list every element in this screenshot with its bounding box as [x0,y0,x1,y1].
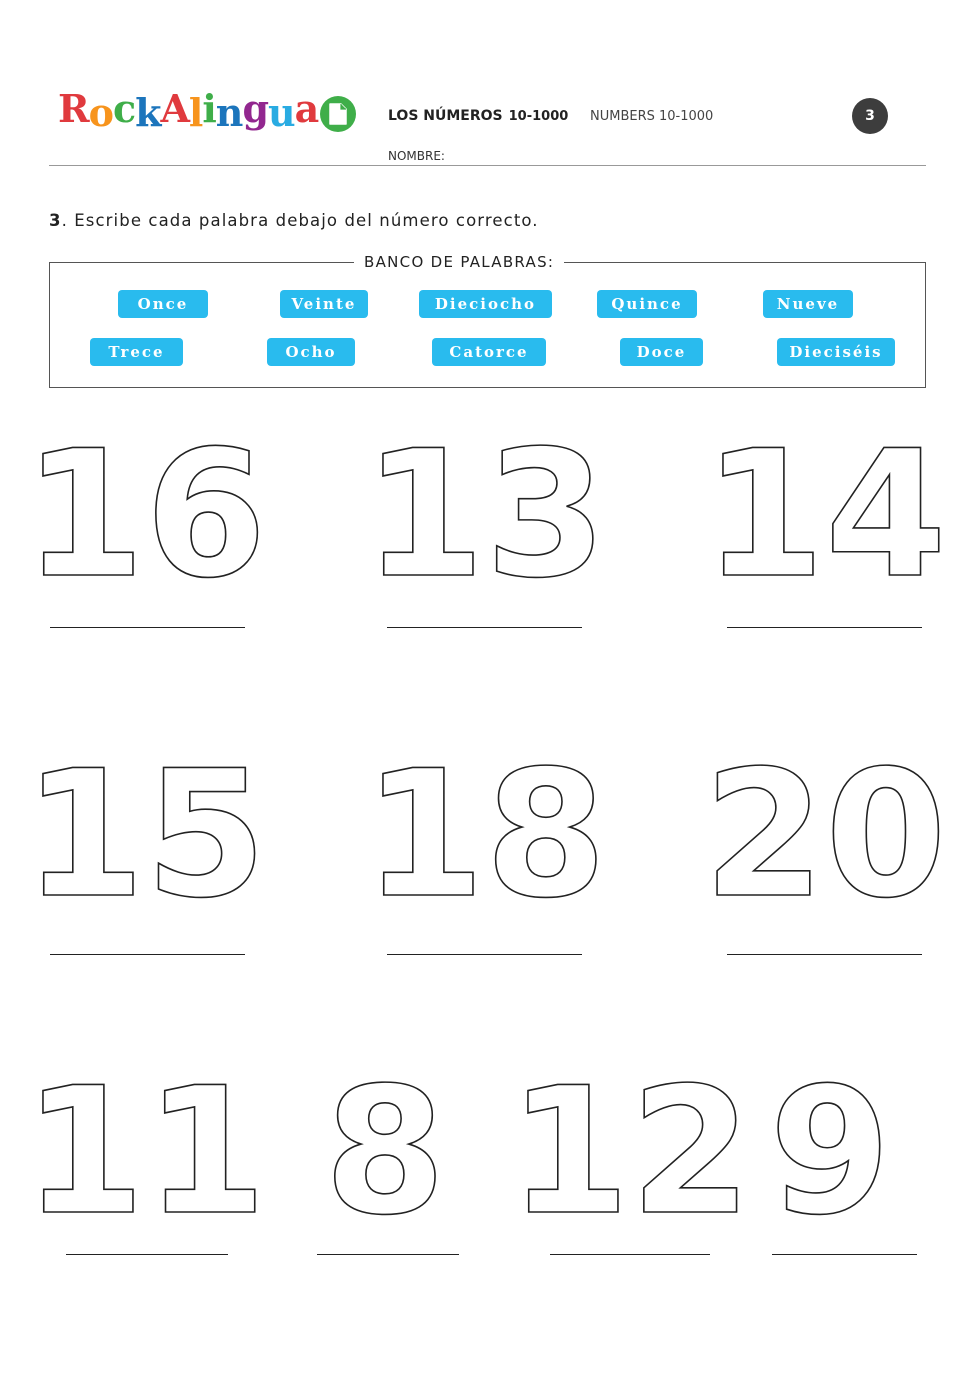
answer-line[interactable] [550,1254,710,1255]
word-chip[interactable]: Doce [620,338,703,366]
numeral-illustration-14 [703,414,947,617]
numeral-text: 16 [23,414,267,617]
numeral-illustration-18 [363,734,607,937]
numeral-text: 8 [324,1051,446,1254]
numeral-text: 14 [703,414,947,617]
answer-line[interactable] [317,1254,459,1255]
exercise-number: 3 [49,211,62,230]
title-range: 10-1000 [508,109,569,124]
rockalingua-logo [58,86,319,135]
logo-letter: k [135,90,161,135]
answer-line[interactable] [50,954,245,955]
worksheet-subtitle: NUMBERS 10-1000 [590,109,714,124]
word-chip[interactable]: Dieciséis [777,338,895,366]
answer-line[interactable] [727,954,922,955]
numeral-illustration-11 [23,1051,267,1254]
logo-letter: n [215,90,243,135]
name-field-label: NOMBRE: [388,149,445,163]
word-chip[interactable]: Catorce [432,338,546,366]
word-bank-box [49,262,926,388]
word-bank-title: BANCO DE PALABRAS: [354,253,564,271]
logo-letter: l [188,90,203,135]
numeral-illustration-12 [508,1051,752,1254]
numeral-text: 20 [703,734,947,937]
answer-line[interactable] [387,627,582,628]
logo-letter: a [294,86,319,131]
numeral-illustration-15 [23,734,267,937]
numeral-text: 13 [363,414,607,617]
word-chip[interactable]: Trece [90,338,183,366]
logo-letter: i [202,86,216,131]
logo-letter: u [268,90,295,135]
numeral-illustration-16 [23,414,267,617]
word-chip[interactable]: Once [118,290,208,318]
answer-line[interactable] [727,627,922,628]
word-chip[interactable]: Veinte [280,290,368,318]
numeral-text: 15 [23,734,267,937]
answer-line[interactable] [387,954,582,955]
logo-letter: o [88,90,113,135]
logo-letter: R [58,86,89,131]
word-chip[interactable]: Nueve [763,290,853,318]
numeral-illustration-20 [703,734,947,937]
title-text: LOS NÚMEROS [388,108,503,124]
word-chip[interactable]: Dieciocho [419,290,552,318]
numeral-illustration-9 [760,1051,900,1254]
word-chip[interactable]: Ocho [267,338,355,366]
worksheet-title [388,108,568,124]
logo-letter: c [112,86,136,131]
numeral-text: 18 [363,734,607,937]
numeral-illustration-8 [315,1051,455,1254]
answer-line[interactable] [50,627,245,628]
exercise-instruction [49,211,539,230]
logo-letter: A [160,86,189,131]
page-number-badge: 3 [852,98,888,134]
numeral-text: 9 [769,1051,891,1254]
logo-letter: g [242,86,269,131]
answer-line[interactable] [772,1254,917,1255]
word-chip[interactable]: Quince [597,290,697,318]
document-icon [320,96,356,132]
answer-line[interactable] [66,1254,228,1255]
numeral-text: 12 [508,1051,752,1254]
instruction-text: . Escribe cada palabra debajo del número correcto. [61,211,539,230]
header-divider [49,165,926,166]
numeral-illustration-13 [363,414,607,617]
numeral-text: 11 [23,1051,267,1254]
